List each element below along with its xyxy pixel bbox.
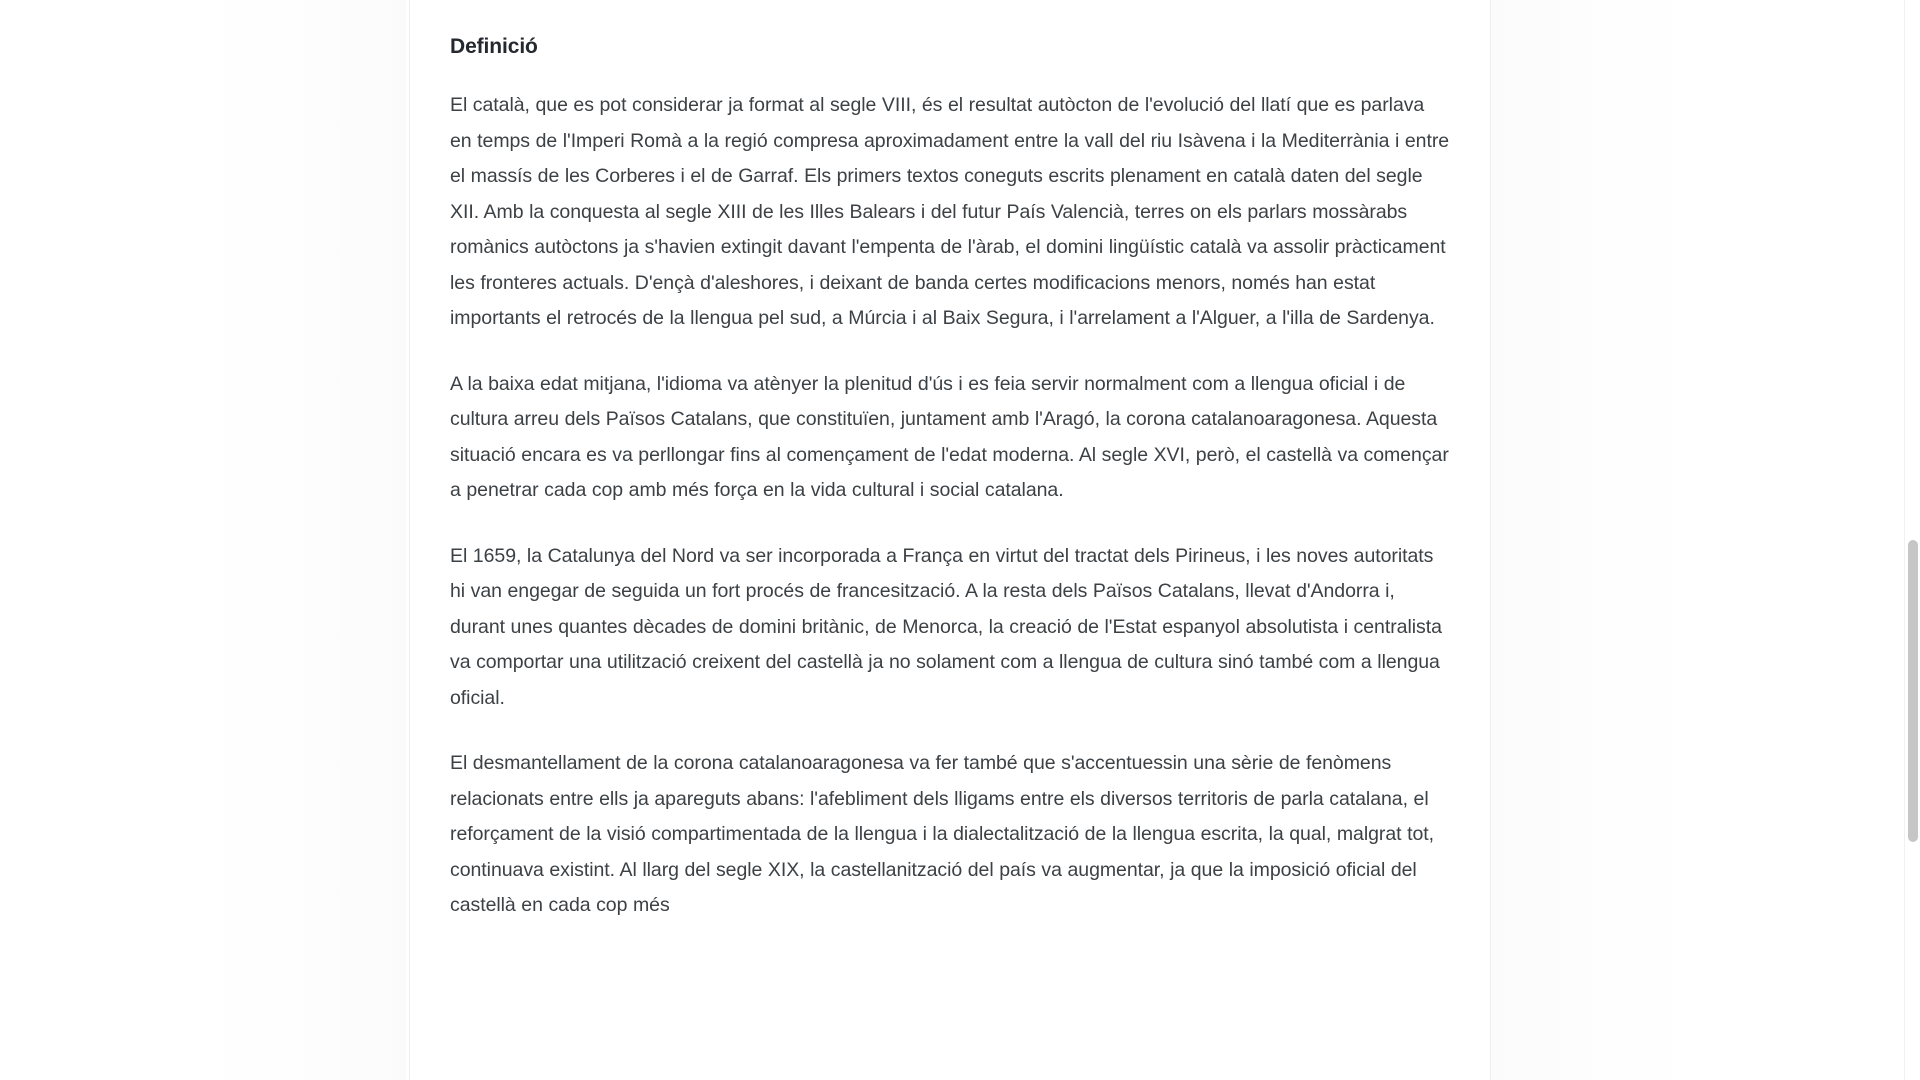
vertical-scrollbar[interactable]: [1904, 0, 1920, 1080]
article-card: [410, 0, 1490, 1080]
scrollbar-thumb[interactable]: [1908, 540, 1918, 842]
paragraph: El 1659, la Catalunya del Nord va ser incorporada a França en virtut del tractat dels Pirineus, i les noves autoritats hi van engegar de seguida un fort procés de francesització. A la resta dels Països Catalans, llevat d'Andorra i, durant unes quantes dècades de domini britànic, de Menorca, la creació de l'Estat espanyol absolutista i centralista va comportar una utilització creixent del castellà ja no solament com a llengua de cultura sinó també com a llengua oficial.: [450, 544, 1442, 709]
right-edge-shading: [1491, 0, 1691, 1080]
article-body: [450, 0, 1450, 964]
paragraph: A la baixa edat mitjana, l'idioma va atènyer la plenitud d'ús i es feia servir normalment com a llengua oficial i de cultura arreu dels Països Catalans, que constituïen, juntament amb l'Aragó, la corona catalanoaragonesa. Aquesta situació encara es va perllongar fins al començament de l'edat moderna. Al segle XVI, però, el castellà va començar a penetrar cada cop amb més força en la vida cultural i social catalana.: [450, 372, 1449, 501]
page-title: Definició: [450, 35, 538, 58]
card-right-divider: [1490, 0, 1491, 1080]
paragraph: El desmantellament de la corona catalanoaragonesa va fer també que s'accentuessin una sèrie de fenòmens relacionats entre ells ja apareguts abans: l'afebliment dels lligams entre els diversos territoris de parla catalana, el reforçament de la visió compartimentada de la llengua i la dialectalització de la llengua escrita, la qual, malgrat tot, continuava existint. Al llarg del segle XIX, la castellanització del país va augmentar, ja que la imposició oficial del castellà en cada cop més: [450, 752, 1434, 916]
paragraph: El català, que es pot considerar ja format al segle VIII, és el resultat autòcton de l'evolució del llatí que es parlava en temps de l'Imperi Romà a la regió compresa aproximadament entre la vall del riu Isàvena i la Mediterrània i entre el massís de les Corberes i el de Garraf. Els primers textos coneguts escrits plenament en català daten del segle XII. Amb la conquesta al segle XIII de les Illes Balears i del futur País Valencià, terres on els parlars mossàrabs romànics autòctons ja s'havien extingit davant l'empenta de l'àrab, el domini lingüístic català va assolir pràcticament les fronteres actuals. D'ençà d'aleshores, i deixant de banda certes modificacions menors, només han estat importants el retrocés de la llengua pel sud, a Múrcia i al Baix Segura, i l'arrelament a l'Alguer, a l'illa de Sardenya.: [450, 94, 1450, 329]
left-edge-shading: [206, 0, 406, 1080]
